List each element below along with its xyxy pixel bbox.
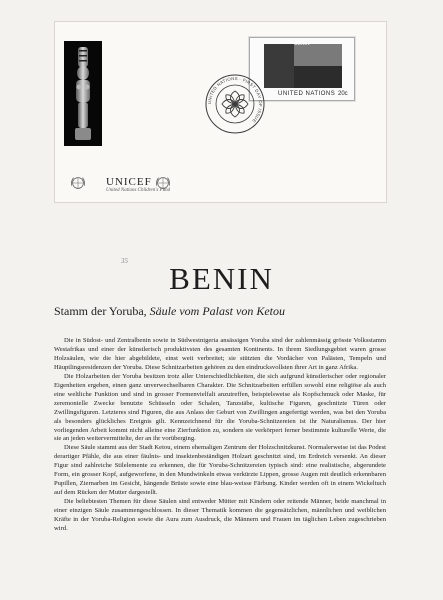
stamp-issuer: UNITED NATIONS [278, 91, 336, 97]
stamp-country: BENIN [294, 41, 310, 47]
paragraph: Die Holzarbeiten der Yoruba besitzen trotz aller Unterschiedlichkeiten, die sich aufgrund künstlerischer oder regionaler Eigenheiten ergeben, einen ganz unverwechselbaren Charakter. Die Schnitzarbeiten erfüllen sowohl eine religiöse als auch eine weltliche Funktion und sind in grosser Formenvielfalt anzutreffen, beispielsweise als Kopfschmuck oder Maske, für zeremonielle Zwecke benutzte Schüsseln oder Schalen, Tanzstäbe, kultische Figuren, geschnitzte Türen oder Zwillingsfiguren. Letzteres sind Figuren, die aus Anlass der Geburt von Zwillingen angefertigt werden, was bei den Yoruba als besonders glückliches Ereignis gilt. Kennzeichnend für die Yoruba-Schnitzereien ist ihr Naturalismus. Der hier vorliegenden Arbeit kommt nicht alleine eine Zierfunktion zu, sondern sie verkörpert ferner bestimmte kulturelle Werte, die sie an jeden weitervermittelte, der an ihr vorüberging. [54, 372, 386, 443]
sculpture-photo [64, 41, 102, 146]
stamp-value: 20c [338, 91, 348, 97]
body-text [54, 337, 386, 534]
subtitle-prefix: Stamm der Yoruba, [54, 304, 147, 318]
paragraph: Die beliebtesten Themen für diese Säulen sind entweder Mütter mit Kindern oder reitende Männer, beide manchmal in einer einzigen Säule zusammengeschlossen. In dieser Thematik kommen die gegensätzlichen, männlichen und weiblichen Kräfte in der Yoruba-Religion sowie die Aura zum Ausdruck, die Männern und Frauen im täglichen Leben zugeschrieben wird. [54, 498, 386, 533]
un-emblem-icon [69, 174, 87, 192]
yoruba-column-figure [72, 47, 94, 141]
paragraph: Die in Südost- und Zentralbenin sowie in Südwestnigeria ansässigen Yoruba sind der zahlenmässig grösste Volksstamm Westafrikas und einer der künstlerisch produktivsten des gesamten Kontinents. In ihrem Siedlungsgebiet waren grosse Holzsäulen, wie die hier abgebildete, einst weit verbreitet; sie stützten die Vordächer von Palästen, Tempeln und Häuptlingsresidenzen der Yoruba. Diese Schnitzarbeiten gehören zu den eindrucksvollsten ihrer Art in ganz Afrika. [54, 337, 386, 371]
unicef-label: UNICEF [106, 176, 152, 188]
postmark-text: UNITED NATIONS · FIRST DAY OF ISSUE [206, 75, 264, 124]
unicef-subtitle: United Nations Children's Fund [106, 188, 171, 193]
un-emblem-icon [154, 174, 172, 192]
paragraph: Diese Säule stammt aus der Stadt Ketou, einem ehemaligen Zentrum der Holzschnitzkunst. Normalerweise ist das Podest derartiger Pfähle, die aus einer fäulnis- und insektenbeständigen Holzart geschnitzt sind, im Erdreich versenkt. An dieser Figur sind zahlreiche Stilelemente zu erkennen, die für Yoruba-Schnitzereien typisch sind: eine realistische, abgerundete Form, ein grosser Kopf, aufgeworfene, in den Mundwinkeln etwas verkürzte Lippen, grosse Augen mit deutlich erkennbaren Pupillen, Ziernarben im Gesicht, hängende Brüste sowie eine blau-weisse Färbung. Kinder werden oft in einem Wickeltuch auf dem Rücken der Mutter dargestellt. [54, 444, 386, 497]
benin-flag [264, 44, 342, 88]
page-mark: 35 [121, 257, 128, 265]
page-subtitle [54, 304, 285, 319]
subtitle-italic: Säule vom Palast von Ketou [149, 304, 285, 318]
postmark-icon [202, 71, 268, 137]
page-title: BENIN [169, 260, 274, 296]
